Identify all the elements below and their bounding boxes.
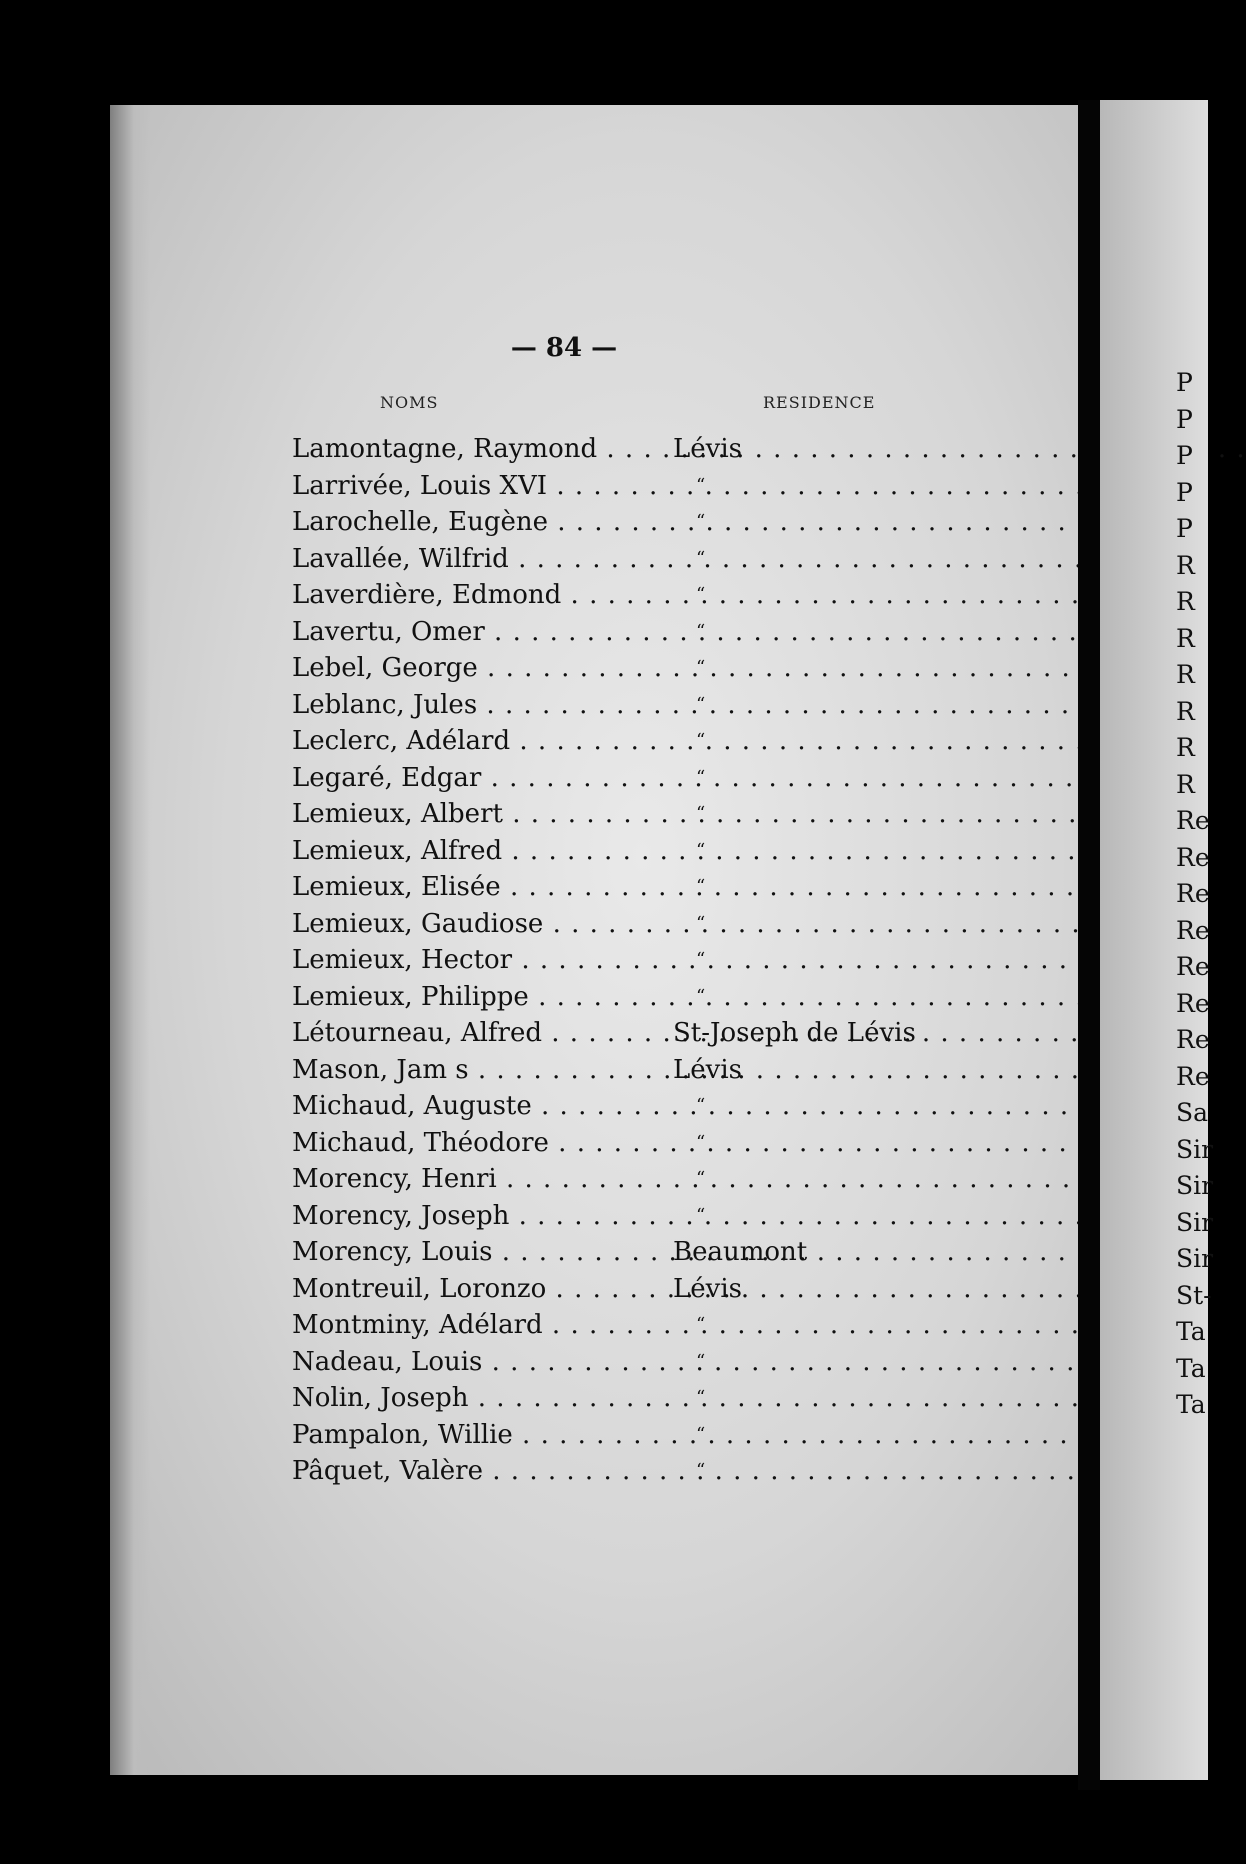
leader-dots [503, 799, 1152, 829]
entry-residence: “ [696, 657, 706, 678]
entry-name [292, 979, 660, 1016]
entry-name-text: Michaud, Théodore [292, 1127, 549, 1158]
entry-residence: “ [696, 985, 706, 1007]
entry-name [292, 1052, 660, 1089]
entry-residence: “ [696, 620, 706, 642]
entry-name [292, 541, 660, 578]
entry-name-text: Lemieux, Elisée [292, 872, 501, 902]
entry-name [292, 1344, 660, 1381]
entry-residence: “ [696, 1131, 706, 1153]
page-gutter [1078, 100, 1100, 1790]
next-page-fragment: R [1176, 550, 1195, 580]
entry-residence: “ [696, 1460, 706, 1481]
next-page-fragment: Re [1176, 879, 1210, 908]
entry-name-text: Morency, Henri [292, 1164, 497, 1194]
entry-name-text: Lemieux, Hector [292, 945, 513, 975]
entry-name-text: Michaud, Auguste [292, 1091, 532, 1121]
entry-residence: “ [696, 766, 706, 788]
entry-name-text: Pampalon, Willie [292, 1419, 513, 1450]
entry-residence: St-Joseph de Lévis [673, 1018, 916, 1048]
next-page-fragment: Re [1176, 842, 1210, 872]
next-page-fragment: P [1176, 514, 1193, 543]
entry-name [292, 1234, 660, 1271]
entry-name-text: Lemieux, Gaudiose [292, 908, 544, 939]
next-page-fragment: St- [1176, 1280, 1212, 1310]
entry-name [292, 869, 660, 906]
leader-dots [502, 836, 1151, 866]
entry-name [292, 723, 660, 760]
leader-dots [492, 1237, 1141, 1267]
next-page-edge [1100, 100, 1214, 1780]
next-page-fragment: Re [1176, 806, 1210, 835]
next-page-fragment: Sir [1176, 1134, 1214, 1164]
entry-residence: “ [696, 1350, 706, 1372]
next-page-fragment: R [1176, 660, 1195, 689]
entry-name [292, 614, 660, 651]
entry-name [292, 1015, 660, 1052]
next-page-fragment: Sir [1176, 1244, 1214, 1273]
entry-name-text: Montminy, Adélard [292, 1310, 543, 1340]
entry-residence: “ [696, 730, 706, 751]
page-binding-edge [110, 105, 150, 1775]
entry-name [292, 468, 660, 505]
next-page-fragment: Sir [1176, 1207, 1214, 1237]
entry-name-text: Lemieux, Alfred [292, 835, 503, 866]
leader-dots [481, 763, 1130, 793]
entry-residence: “ [696, 839, 706, 861]
entry-name [292, 1198, 660, 1235]
entry-residence: “ [696, 1095, 706, 1116]
entry-name-text: Lamontagne, Raymond [292, 434, 598, 464]
entry-name-text: Lavallée, Wilfrid [292, 543, 509, 574]
entry-name-text: Leblanc, Jules [292, 689, 478, 720]
entry-residence: “ [696, 1423, 706, 1445]
next-page-fragment: Sir [1176, 1171, 1214, 1200]
entry-name [292, 1161, 660, 1198]
entry-name [292, 1088, 660, 1125]
page-number: — 84 — [510, 333, 618, 363]
entry-name [292, 1453, 660, 1490]
entry-name-text: Nolin, Joseph [292, 1383, 469, 1413]
entry-name [292, 504, 660, 541]
entry-residence: “ [696, 1168, 706, 1189]
entry-name-text: Larrivée, Louis XVI [292, 470, 548, 501]
entry-residence: “ [696, 803, 706, 824]
leader-dots [469, 1055, 1118, 1085]
next-page-fragment: P [1176, 441, 1193, 470]
entry-residence: “ [696, 511, 706, 532]
leader-dots [482, 1347, 1131, 1377]
leader-dots [501, 872, 1150, 902]
entry-name-text: Lemieux, Philippe [292, 981, 529, 1012]
leader-dots [469, 1383, 1118, 1413]
leader-dots [509, 544, 1158, 574]
entry-residence: Lévis [673, 1273, 742, 1304]
leader-dots [509, 1201, 1158, 1231]
entry-residence: “ [696, 1314, 706, 1335]
entry-name [292, 650, 660, 687]
leader-dots [512, 945, 1161, 975]
entry-name [292, 833, 660, 870]
entry-name-text: Pâquet, Valère [292, 1456, 483, 1486]
entry-name [292, 687, 660, 724]
next-page-fragment: P [1176, 477, 1193, 507]
next-page-fragment: P [1176, 404, 1193, 434]
entry-name-text: Montreuil, Loronzo [292, 1273, 547, 1304]
leader-dots [497, 1164, 1146, 1194]
entry-name [292, 796, 660, 833]
leader-dots [483, 1456, 1132, 1486]
entry-name [292, 1125, 660, 1162]
next-page-fragment: Ta [1176, 1390, 1206, 1419]
next-page-fragment: Re [1176, 915, 1210, 945]
next-page-fragment: R [1176, 733, 1195, 762]
next-page-fragment: Ta [1176, 1353, 1206, 1383]
entry-residence: Lévis [673, 434, 742, 464]
entry-name [292, 1271, 660, 1308]
entry-residence: “ [696, 949, 706, 970]
leader-dots [485, 617, 1134, 647]
entry-residence: “ [696, 1204, 706, 1226]
entry-name-text: Létourneau, Alfred [292, 1018, 543, 1048]
next-page-fragment: Re [1176, 988, 1210, 1018]
next-page-fragment: Sa [1176, 1098, 1209, 1127]
next-page-fragment: Re [1176, 952, 1210, 981]
entry-name-text: Lebel, George [292, 653, 478, 683]
entry-name [292, 577, 660, 614]
column-header-residence: RESIDENCE [763, 393, 876, 412]
leader-dots [478, 653, 1127, 683]
entry-name-text: Laverdière, Edmond [292, 580, 562, 610]
entry-name-text: Legaré, Edgar [292, 762, 482, 793]
next-page-fragment: R [1176, 769, 1195, 799]
entry-name-text: Larochelle, Eugène [292, 507, 548, 537]
entry-name [292, 1417, 660, 1454]
entry-name [292, 1380, 660, 1417]
entry-name [292, 431, 660, 468]
entry-name-text: Leclerc, Adélard [292, 726, 511, 756]
entry-residence: Lévis [673, 1054, 742, 1085]
entry-residence: “ [696, 912, 706, 934]
entry-name-text: Morency, Louis [292, 1237, 493, 1267]
entry-residence: “ [696, 693, 706, 715]
next-page-fragment: P [1176, 368, 1193, 397]
leader-dots [477, 690, 1126, 720]
leader-dots [513, 1420, 1162, 1450]
entry-residence: “ [696, 547, 706, 569]
entry-name-text: Nadeau, Louis [292, 1346, 483, 1377]
entry-residence: “ [696, 474, 706, 496]
column-header-names: NOMS [380, 393, 439, 412]
entry-residence: “ [696, 1387, 706, 1408]
entry-name-text: Lemieux, Albert [292, 799, 503, 829]
entry-residence: “ [696, 584, 706, 605]
next-page-fragment: R [1176, 623, 1195, 653]
entry-name-text: Mason, Jam s [292, 1054, 469, 1085]
entry-name [292, 942, 660, 979]
book-page [110, 105, 1078, 1775]
entry-name [292, 760, 660, 797]
next-page-fragment: Ta [1176, 1317, 1206, 1346]
entry-name [292, 906, 660, 943]
entry-name-text: Morency, Joseph [292, 1200, 510, 1231]
next-page-fragment: Re [1176, 1025, 1210, 1054]
entry-name-text: Lavertu, Omer [292, 616, 485, 647]
entry-name [292, 1307, 660, 1344]
entry-residence: “ [696, 876, 706, 897]
next-page-fragment: Re [1176, 1061, 1210, 1091]
next-page-fragment: R [1176, 587, 1195, 616]
leader-dots [510, 726, 1159, 756]
next-page-fragment: R [1176, 696, 1195, 726]
entry-residence: Beaumont [673, 1237, 808, 1267]
